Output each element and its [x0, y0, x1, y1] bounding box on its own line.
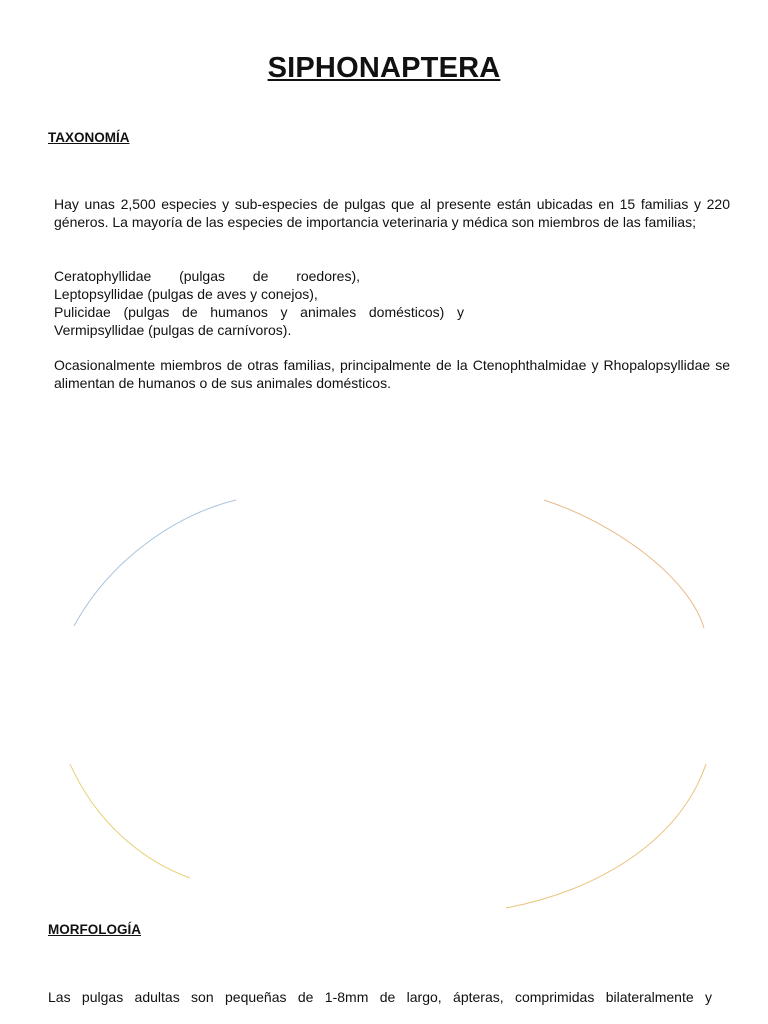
family-item-leptopsyllidae: Leptopsyllidae (pulgas de aves y conejos),	[54, 286, 318, 302]
family-item-ceratophyllidae: Ceratophyllidae (pulgas de roedores),	[54, 268, 360, 284]
family-item-pulicidae: Pulicidae (pulgas de humanos y animales domésticos) y	[54, 304, 464, 320]
taxonomy-intro-paragraph: Hay unas 2,500 especies y sub-especies de pulgas que al presente están ubicadas en 15 familias y 220 géneros. La mayoría de las especies de importancia veterinaria y médica son miembros de las familias;	[54, 196, 730, 230]
morphology-heading: MORFOLOGÍA	[48, 922, 141, 937]
arc-left-lower	[70, 764, 190, 878]
arc-top-left	[74, 500, 236, 626]
arc-right	[506, 764, 706, 908]
arc-top-right	[544, 500, 704, 628]
family-item-vermipsyllidae: Vermipsyllidae (pulgas de carnívoros).	[54, 322, 292, 338]
document-title: SIPHONAPTERA	[267, 52, 501, 84]
morphology-paragraph: Las pulgas adultas son pequeñas de 1-8mm de largo, ápteras, comprimidas bilateralmente y	[48, 989, 712, 1005]
occasional-families-paragraph: Ocasionalmente miembros de otras familias, principalmente de la Ctenophthalmidae y Rhopalopsyllidae se alimentan de humanos o de sus animales domésticos.	[54, 357, 730, 391]
taxonomy-heading: TAXONOMÍA	[48, 130, 130, 145]
